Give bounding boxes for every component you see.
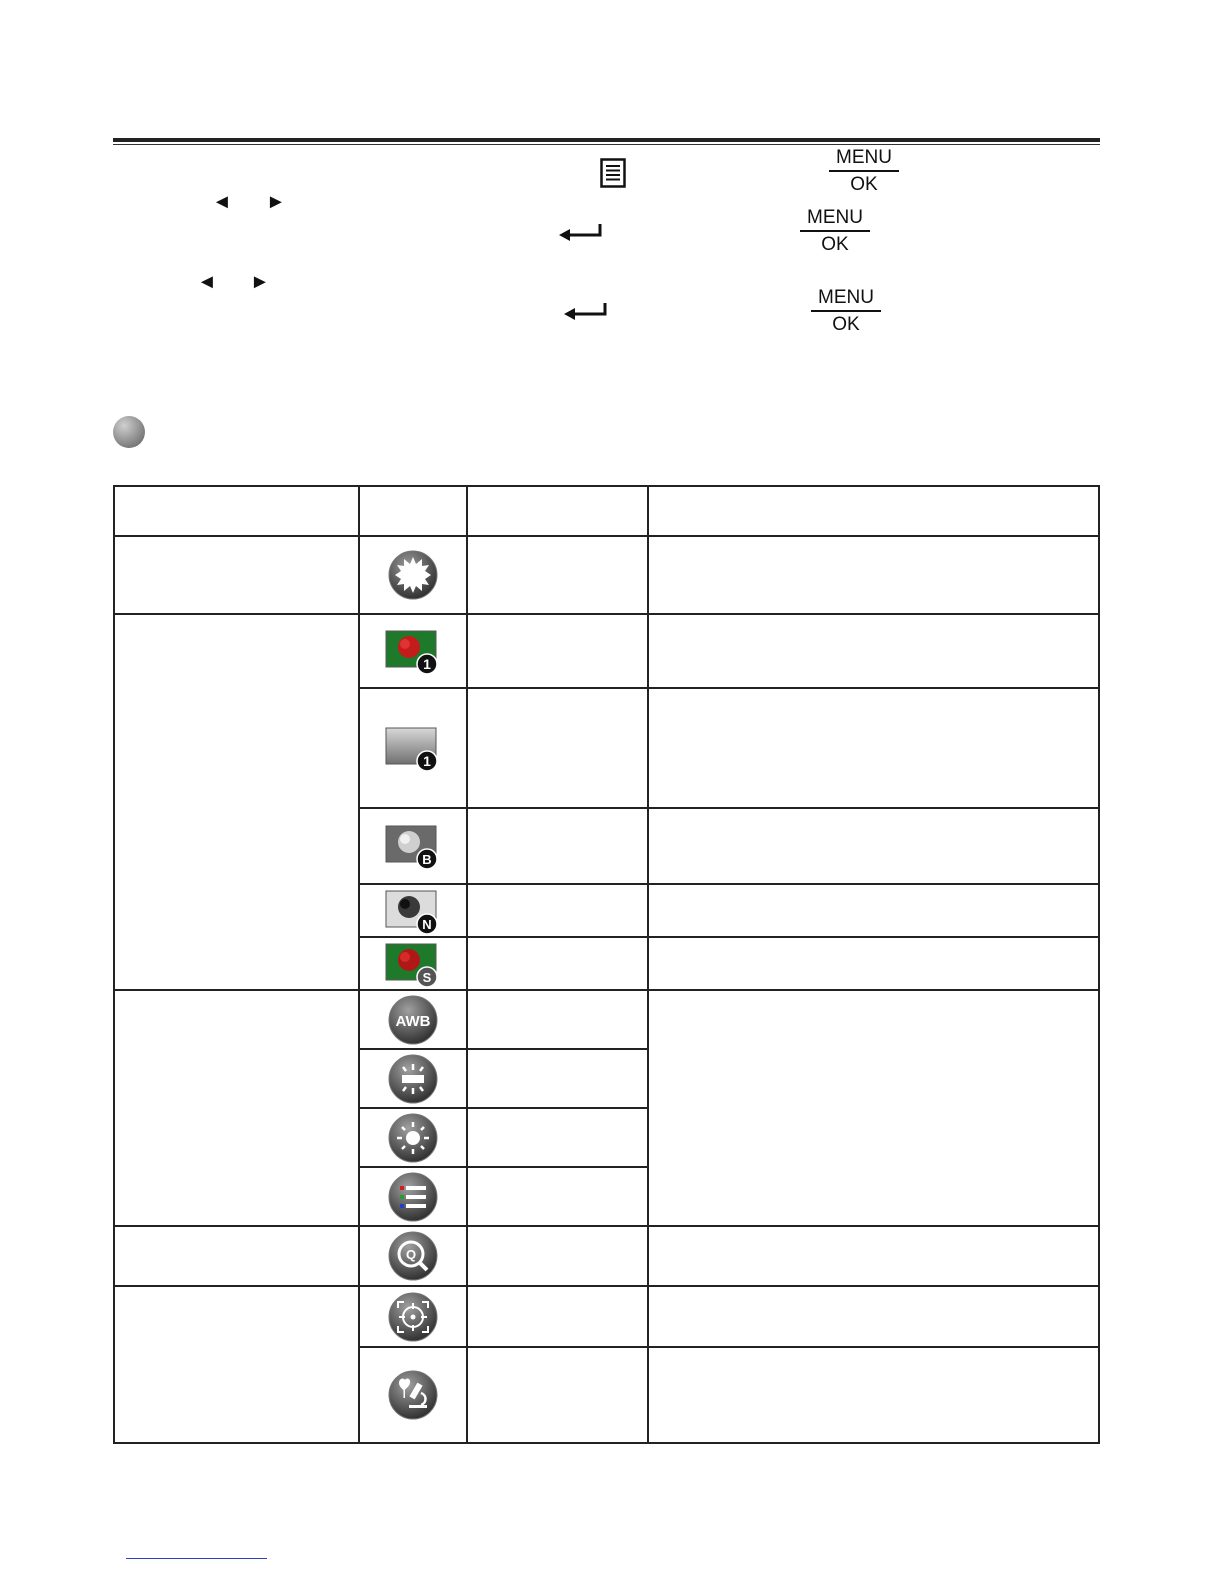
fraction-bar [829,170,899,172]
table-row [114,990,1099,1049]
awb-label: AWB [395,1012,431,1030]
header-cell-description [648,486,1099,536]
table-row [114,1226,1099,1286]
header-cell-item [114,486,359,536]
return-arrow-icon [558,222,604,244]
left-triangle-icon: ◄ [212,191,232,213]
function-cell [467,536,648,614]
menu-label: MENU [807,207,863,228]
black-white-mode-icon [385,823,441,869]
fraction-bar [811,310,881,312]
function-cell [467,688,648,808]
menu-label: MENU [818,287,874,308]
header-cell-function [467,486,648,536]
fluorescent-icon [387,1053,439,1105]
table-header-row [114,486,1099,536]
sepia-mode-icon [385,941,441,987]
svg-text:1: 1 [423,656,431,672]
section-bullet-icon [113,416,145,448]
function-cell [467,990,648,1049]
description-cell [648,1286,1099,1347]
svg-text:S: S [422,969,432,985]
description-cell [648,990,1099,1226]
header-rule-thick [113,138,1100,142]
description-cell [648,614,1099,688]
photo-mode-icon [385,628,441,674]
description-cell [648,937,1099,990]
right-triangle-icon: ► [250,271,270,293]
return-arrow-icon [563,301,609,323]
header-cell-icon [359,486,467,536]
awb-icon [387,994,439,1046]
menu-spec-table [113,485,1100,1444]
daylight-icon [387,1112,439,1164]
brightness-starburst-icon [387,549,439,601]
negative-mode-icon [385,888,441,934]
svg-text:N: N [422,916,432,932]
header-rule-thin [113,144,1100,145]
item-cell [114,1226,359,1286]
footer-link-underline[interactable] [126,1558,267,1559]
description-cell [648,1226,1099,1286]
table-row [114,614,1099,688]
item-cell [114,536,359,614]
function-cell [467,884,648,937]
description-cell [648,808,1099,884]
ok-label: OK [821,234,849,255]
item-cell-focus [114,1286,359,1443]
auto-focus-icon [387,1291,439,1343]
function-cell [467,614,648,688]
function-cell [467,808,648,884]
table-row [114,1286,1099,1347]
function-cell [467,937,648,990]
text-mode-icon [385,725,441,771]
table-row [114,536,1099,614]
description-cell [648,1347,1099,1443]
item-cell-white-balance [114,990,359,1226]
function-cell [467,1167,648,1226]
ok-label: OK [832,314,860,335]
menu-ok-key-3 [811,287,881,336]
microscope-icon [387,1369,439,1421]
right-triangle-icon: ► [266,191,286,213]
svg-text:1: 1 [423,753,431,769]
menu-list-icon [600,158,626,188]
quality-label: Q [405,1247,417,1262]
function-cell [467,1286,648,1347]
custom-white-balance-icon [387,1171,439,1223]
menu-label: MENU [836,147,892,168]
svg-text:B: B [422,852,432,867]
menu-ok-key-2 [800,207,870,256]
quality-icon [387,1230,439,1282]
menu-ok-key-1 [829,147,899,196]
function-cell [467,1347,648,1443]
fraction-bar [800,230,870,232]
ok-label: OK [850,174,878,195]
description-cell [648,688,1099,808]
function-cell [467,1049,648,1108]
left-triangle-icon: ◄ [197,271,217,293]
item-cell-mode [114,614,359,990]
function-cell [467,1108,648,1167]
description-cell [648,884,1099,937]
description-cell [648,536,1099,614]
function-cell [467,1226,648,1286]
